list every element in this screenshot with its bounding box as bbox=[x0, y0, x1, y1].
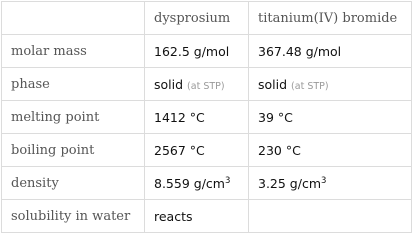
header-titanium-bromide: titanium(IV) bromide bbox=[249, 2, 412, 35]
header-row bbox=[2, 2, 412, 35]
table-row bbox=[2, 101, 412, 134]
dysprosium-value: 162.5 g/mol bbox=[145, 35, 249, 68]
dysprosium-value bbox=[145, 68, 249, 101]
phase-value: solid bbox=[154, 76, 184, 92]
phase-note: (at STP) bbox=[291, 80, 329, 92]
header-dysprosium: dysprosium bbox=[145, 2, 249, 35]
table-row bbox=[2, 200, 412, 233]
row-label: melting point bbox=[2, 101, 145, 134]
dysprosium-value: 1412 °C bbox=[145, 101, 249, 134]
titanium-bromide-value: 230 °C bbox=[249, 134, 412, 167]
titanium-bromide-value: 39 °C bbox=[249, 101, 412, 134]
header-corner-cell bbox=[2, 2, 145, 35]
titanium-bromide-value: 367.48 g/mol bbox=[249, 35, 412, 68]
row-label: molar mass bbox=[2, 35, 145, 68]
dysprosium-value: reacts bbox=[145, 200, 249, 233]
titanium-bromide-value bbox=[249, 200, 412, 233]
titanium-bromide-value bbox=[249, 167, 412, 200]
density-exponent: 3 bbox=[321, 175, 327, 186]
table-row bbox=[2, 167, 412, 200]
table-row bbox=[2, 68, 412, 101]
row-label: phase bbox=[2, 68, 145, 101]
phase-value: solid bbox=[258, 76, 288, 92]
dysprosium-value bbox=[145, 167, 249, 200]
row-label: density bbox=[2, 167, 145, 200]
properties-table bbox=[1, 1, 412, 233]
titanium-bromide-value bbox=[249, 68, 412, 101]
dysprosium-value: 2567 °C bbox=[145, 134, 249, 167]
density-exponent: 3 bbox=[224, 175, 231, 186]
density-value: 8.559 g/cm bbox=[154, 175, 225, 191]
density-value: 3.25 g/cm bbox=[258, 175, 322, 191]
row-label: boiling point bbox=[2, 134, 145, 167]
row-label: solubility in water bbox=[2, 200, 145, 233]
phase-note: (at STP) bbox=[187, 80, 225, 92]
table-row bbox=[2, 35, 412, 68]
table-row bbox=[2, 134, 412, 167]
